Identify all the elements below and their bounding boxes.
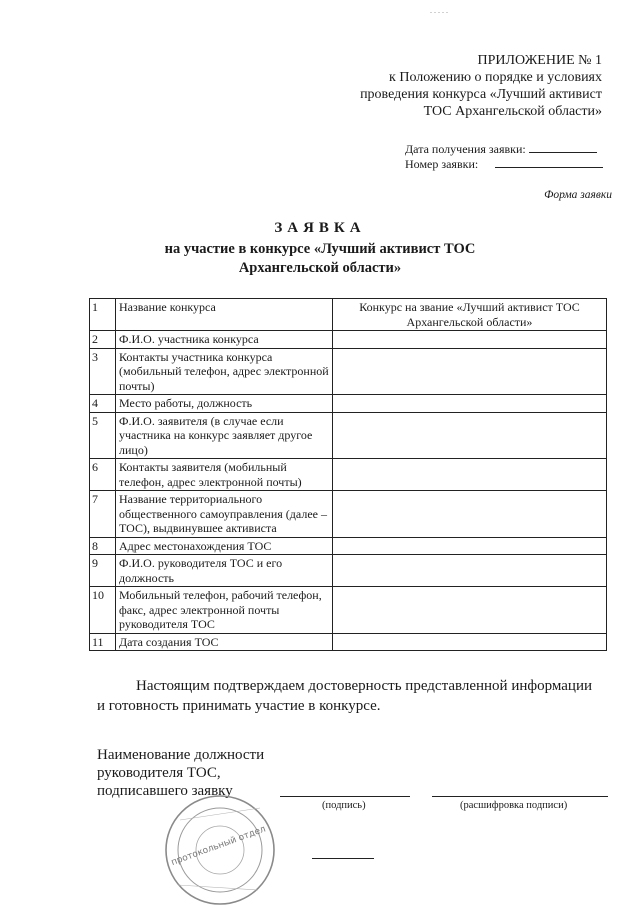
row-number: 8 xyxy=(90,537,116,555)
appendix-line-1: к Положению о порядке и условиях xyxy=(389,70,602,85)
signature-caption: (подпись) xyxy=(322,800,366,811)
row-number: 1 xyxy=(90,299,116,331)
row-label: Дата создания ТОС xyxy=(116,633,333,651)
row-label: Контакты участника конкурса (мобильный телефон, адрес электронной почты) xyxy=(116,348,333,395)
row-number: 6 xyxy=(90,459,116,491)
row-number: 7 xyxy=(90,491,116,538)
table-row xyxy=(90,395,607,413)
row-value[interactable] xyxy=(333,555,607,587)
confirmation-line-1: Настоящим подтверждаем достоверность представленной информации xyxy=(136,678,593,694)
row-value[interactable] xyxy=(333,587,607,634)
subtitle-line-2: Архангельской области» xyxy=(238,260,402,276)
table-row xyxy=(90,459,607,491)
signature-position-line-2: руководителя ТОС, xyxy=(97,765,221,781)
table-row xyxy=(90,299,607,331)
row-label: Контакты заявителя (мобильный телефон, адрес электронной почты) xyxy=(116,459,333,491)
table-row xyxy=(90,331,607,349)
table-row xyxy=(90,587,607,634)
row-number: 2 xyxy=(90,331,116,349)
row-label: Мобильный телефон, рабочий телефон, факс, адрес электронной почты руководителя ТОС xyxy=(116,587,333,634)
table-row xyxy=(90,348,607,395)
row-value[interactable]: Конкурс на звание «Лучший активист ТОС Архангельской области» xyxy=(333,299,607,331)
signature-position-line-1: Наименование должности xyxy=(97,747,265,763)
row-value[interactable] xyxy=(333,331,607,349)
receipt-date-blank[interactable] xyxy=(529,152,597,153)
table-row xyxy=(90,412,607,459)
table-row xyxy=(90,537,607,555)
official-stamp xyxy=(160,790,280,910)
document-title: ЗАЯВКА xyxy=(274,220,366,236)
row-number: 11 xyxy=(90,633,116,651)
row-label: Ф.И.О. руководителя ТОС и его должность xyxy=(116,555,333,587)
stamp-seal-icon xyxy=(160,790,280,910)
row-value[interactable] xyxy=(333,633,607,651)
row-value[interactable] xyxy=(333,348,607,395)
row-number: 3 xyxy=(90,348,116,395)
scan-speck: . . . . . xyxy=(430,6,448,15)
date-line xyxy=(312,858,374,859)
appendix-line-2: проведения конкурса «Лучший активист xyxy=(360,87,602,102)
row-number: 5 xyxy=(90,412,116,459)
row-value[interactable] xyxy=(333,459,607,491)
receipt-number-row xyxy=(405,157,603,172)
subtitle-line-1: на участие в конкурсе «Лучший активист ТОС xyxy=(164,241,476,257)
signature-decode-line[interactable] xyxy=(432,796,608,797)
row-number: 10 xyxy=(90,587,116,634)
row-label: Место работы, должность xyxy=(116,395,333,413)
receipt-number-blank[interactable] xyxy=(495,167,603,168)
stamp-text: протокольный отдел xyxy=(170,824,268,869)
appendix-line-3: ТОС Архангельской области» xyxy=(423,104,602,119)
row-value[interactable] xyxy=(333,491,607,538)
receipt-date-label: Дата получения заявки: xyxy=(405,142,526,156)
signature-line[interactable] xyxy=(280,796,410,797)
document-subtitle xyxy=(0,240,640,278)
row-value[interactable] xyxy=(333,537,607,555)
application-table xyxy=(89,298,607,651)
signature-position-line-3: подписавшего заявку xyxy=(97,783,233,799)
row-value[interactable] xyxy=(333,395,607,413)
signature-decode-caption: (расшифровка подписи) xyxy=(460,800,568,811)
appendix-number: ПРИЛОЖЕНИЕ № 1 xyxy=(477,53,602,68)
row-label: Ф.И.О. участника конкурса xyxy=(116,331,333,349)
row-label: Ф.И.О. заявителя (в случае если участника на конкурс заявляет другое лицо) xyxy=(116,412,333,459)
row-label: Адрес местонахождения ТОС xyxy=(116,537,333,555)
receipt-date-row xyxy=(405,142,597,157)
row-label: Название территориального общественного самоуправления (далее – ТОС), выдвинувшее активиста xyxy=(116,491,333,538)
table-row xyxy=(90,555,607,587)
row-number: 9 xyxy=(90,555,116,587)
form-label: Форма заявки xyxy=(544,189,612,201)
receipt-number-label: Номер заявки: xyxy=(405,157,479,171)
appendix-header xyxy=(360,52,602,120)
row-number: 4 xyxy=(90,395,116,413)
row-label: Название конкурса xyxy=(116,299,333,331)
table-row xyxy=(90,491,607,538)
table-row xyxy=(90,633,607,651)
confirmation-line-2: и готовность принимать участие в конкурсе. xyxy=(97,698,381,714)
row-value[interactable] xyxy=(333,412,607,459)
